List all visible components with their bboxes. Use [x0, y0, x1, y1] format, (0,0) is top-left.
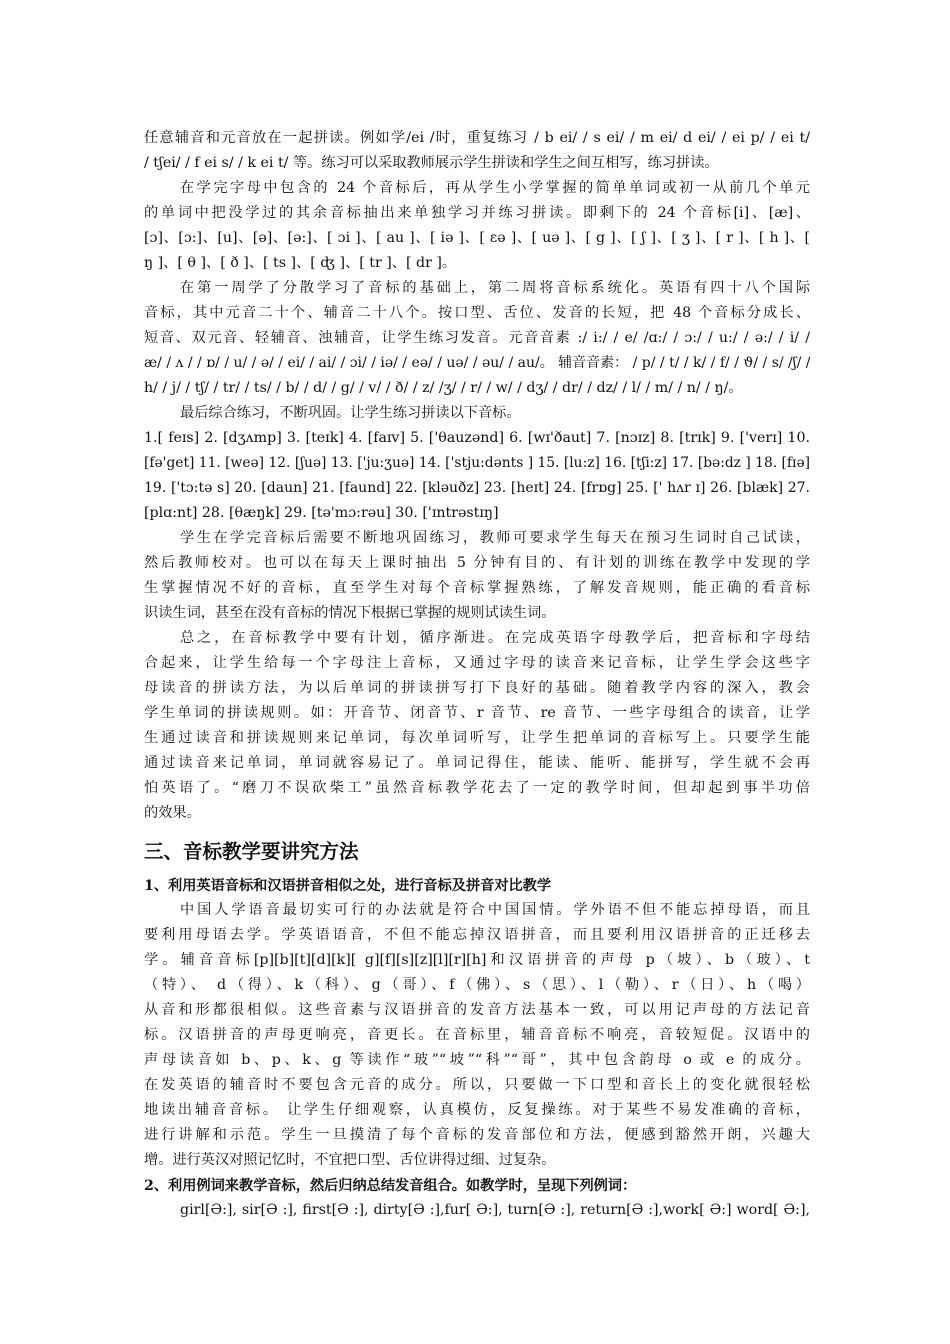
phonetic-list-line-1: 1.[ feɪs] 2. [dʒʌmp] 3. [teɪk] 4. [faɪv] 5. ['θauzənd] 6. [wɪ'ðaut] 7. [nɔɪz] 8. [trɪk] 9. ['verɪ] 10.: [144, 430, 810, 446]
p6-line-3: 母读音的拼读方法，为以后单词的拼读拼写打下良好的基础。随着教学内容的深入，教会: [144, 680, 810, 696]
p5-line-2: 然后教师校对。也可以在每天上课时抽出 5 分钟有目的、有计划的训练在教学中发现的学: [144, 555, 810, 571]
s1-line-3: 学。辅音音标[p][b][t][d][k][ g][f][s][z][l][r][h]和汉语拼音的声母 p（坡）、b（玻）、t: [144, 952, 810, 968]
p1-line-2: / tʃei/ / f ei s/ / k ei t/ 等。练习可以采取教师展示学生拼读和学生之间互相写，练习拼读。: [144, 155, 719, 171]
subsection-1-heading: 1、利用英语音标和汉语拼音相似之处，进行音标及拼音对比教学: [144, 878, 552, 894]
s1-line-9: 地读出辅音音标。 让学生仔细观察，认真模仿，反复操练。对于某些不易发准确的音标，: [144, 1102, 810, 1118]
p2-line-3: [ɔ]、[ɔ:]、[u]、[ə]、[ə:]、[ ɔi ]、[ au ]、[ iə ]、[ ɛə ]、[ uə ]、[ g ]、[ ʃ ]、[ ʒ ]、[ r ]、[ h ]、[: [144, 230, 810, 246]
p6-line-2: 合起来，让学生给每一个字母注上音标，又通过字母的读音来记音标，让学生学会这些字: [144, 655, 810, 671]
s1-line-11: 增。进行英汉对照记忆时，不宜把口型、舌位讲得过细、过复杂。: [144, 1152, 556, 1168]
p6-line-1: 总之，在音标教学中要有计划，循序渐进。在完成英语字母教学后，把音标和字母结: [180, 630, 810, 646]
s1-line-5: 从音和形都很相似。这些音素与汉语拼音的发音方法基本一致，可以用记声母的方法记音: [144, 1002, 810, 1018]
s1-line-7: 声母读音如 b、p、k、g 等读作“玻”“坡”“科”“哥”，其中包含韵母 o 或 e 的成分。: [144, 1052, 810, 1068]
p2-line-4: ŋ ]、[ θ ]、[ ð ]、[ ts ]、[ ʤ ]、[ tr ]、[ dr ]。: [144, 255, 457, 271]
p2-line-2: 的单词中把没学过的其余音标抽出来单独学习并练习拼读。即剩下的 24 个音标[i]、[æ]、: [144, 205, 810, 221]
p6-line-8: 的效果。: [144, 805, 201, 821]
p3-line-5: h/ / j/ / tʃ/ / tr/ / ts/ / b/ / d/ / g/ / v/ / ð/ / z/ /ʒ/ / r/ / w/ / dʒ/ / dr/ / dz/ / l/ / m/ / n/ / ŋ/。: [144, 380, 743, 396]
s2-line-1: girl[Ə:], sir[Ə :], first[Ə :], dirty[Ə :],fur[ Ə:], turn[Ə :], return[Ə :],work[ Ə:] word[ Ə:],: [180, 1202, 810, 1218]
p5-line-1: 学生在学完音标后需要不断地巩固练习，教师可要求学生每天在预习生词时自己试读，: [180, 530, 810, 546]
phonetic-list-line-2: [fə'get] 11. [weə] 12. [ʃuə] 13. ['ju:ʒuə] 14. ['stju:dənts ] 15. [lu:z] 16. [tʃi:z] 17. [bə:dz ] 18. [fɪə]: [144, 455, 810, 471]
p6-line-5: 生通过读音和拼读规则来记单词，每次单词听写，让学生把单词的音标写上。只要学生能: [144, 730, 810, 746]
subsection-2-heading: 2、利用例词来教学音标，然后归纳总结发音组合。如教学时，呈现下列例词：: [144, 1178, 637, 1194]
p3-line-3: 短音、双元音、轻辅音、浊辅音，让学生练习发音。元音音素 :/ i:/ / e/ /ɑ:/ / ɔ:/ / u:/ / ə:/ / i/ /: [144, 330, 810, 346]
s1-line-1: 中国人学语音最切实可行的办法就是符合中国国情。学外语不但不能忘掉母语，而且: [180, 902, 810, 918]
phonetic-list-line-4: [plɑ:nt] 28. [θæŋk] 29. [tə'mɔ:rəu] 30. ['ɪntrəstɪŋ]: [144, 505, 499, 521]
p3-line-2: 音标，其中元音二十个、辅音二十八个。按口型、舌位、发音的长短，把 48 个音标分成长、: [144, 305, 810, 321]
s1-line-10: 进行讲解和示范。学生一旦摸清了每个音标的发音部位和方法，便感到豁然开朗，兴趣大: [144, 1127, 810, 1143]
phonetic-list-line-3: 19. ['tɔ:tə s] 20. [daun] 21. [faund] 22. [kləuðz] 23. [heɪt] 24. [frɒg] 25. [' hʌr ɪ] 26. [blæk] 27.: [144, 480, 810, 496]
section-heading: 三、音标教学要讲究方法: [144, 840, 359, 863]
s1-line-2: 要利用母语去学。学英语语音，不但不能忘掉汉语拼音，而且要利用汉语拼音的正迁移去: [144, 927, 810, 943]
p2-line-1: 在学完字母中包含的 24 个音标后，再从学生小学掌握的简单单词或初一从前几个单元: [180, 180, 810, 196]
p1-line-1: 任意辅音和元音放在一起拼读。例如学/ei /时，重复练习 / b ei/ / s ei/ / m ei/ d ei/ / ei p/ / ei t/: [144, 130, 810, 146]
s1-line-4: （特）、 d（得）、k（科）、g（哥）、f（佛）、s（思）、l（勒）、r（日）、h（喝）: [144, 977, 810, 993]
p4-line-1: 最后综合练习，不断巩固。让学生练习拼读以下音标。: [180, 405, 521, 421]
s1-line-6: 标。汉语拼音的声母更响亮，音更长。在音标里，辅音音标不响亮，音较短促。汉语中的: [144, 1027, 810, 1043]
s1-line-8: 在发英语的辅音时不要包含元音的成分。所以，只要做一下口型和音长上的变化就很轻松: [144, 1077, 810, 1093]
p3-line-4: æ/ / ʌ / / ɒ/ / u/ / ə/ / ei/ / ai/ / ɔi/ / iə/ / eə/ / uə/ / əu/ / au/。 辅音音素： / p/ / t/ / k/ / f/ / ϑ/ / s/ /ʃ/ /: [144, 355, 810, 371]
p3-line-1: 在第一周学了分散学习了音标的基础上，第二周将音标系统化。英语有四十八个国际: [180, 280, 810, 296]
p6-line-4: 学生单词的拼读规则。如：开音节、闭音节、r 音节、re 音节、一些字母组合的读音，让学: [144, 705, 810, 721]
p6-line-7: 怕英语了。“磨刀不误砍柴工”虽然音标教学花去了一定的教学时间，但却起到事半功倍: [144, 780, 810, 796]
p5-line-4: 识读生词，甚至在没有音标的情况下根据已掌握的规则试读生词。: [144, 605, 556, 621]
p6-line-6: 通过读音来记单词，单词就容易记了。单词记得住，能读、能听、能拼写，学生就不会再: [144, 755, 810, 771]
p5-line-3: 生掌握情况不好的音标，直至学生对每个音标掌握熟练，了解发音规则，能正确的看音标: [144, 580, 810, 596]
